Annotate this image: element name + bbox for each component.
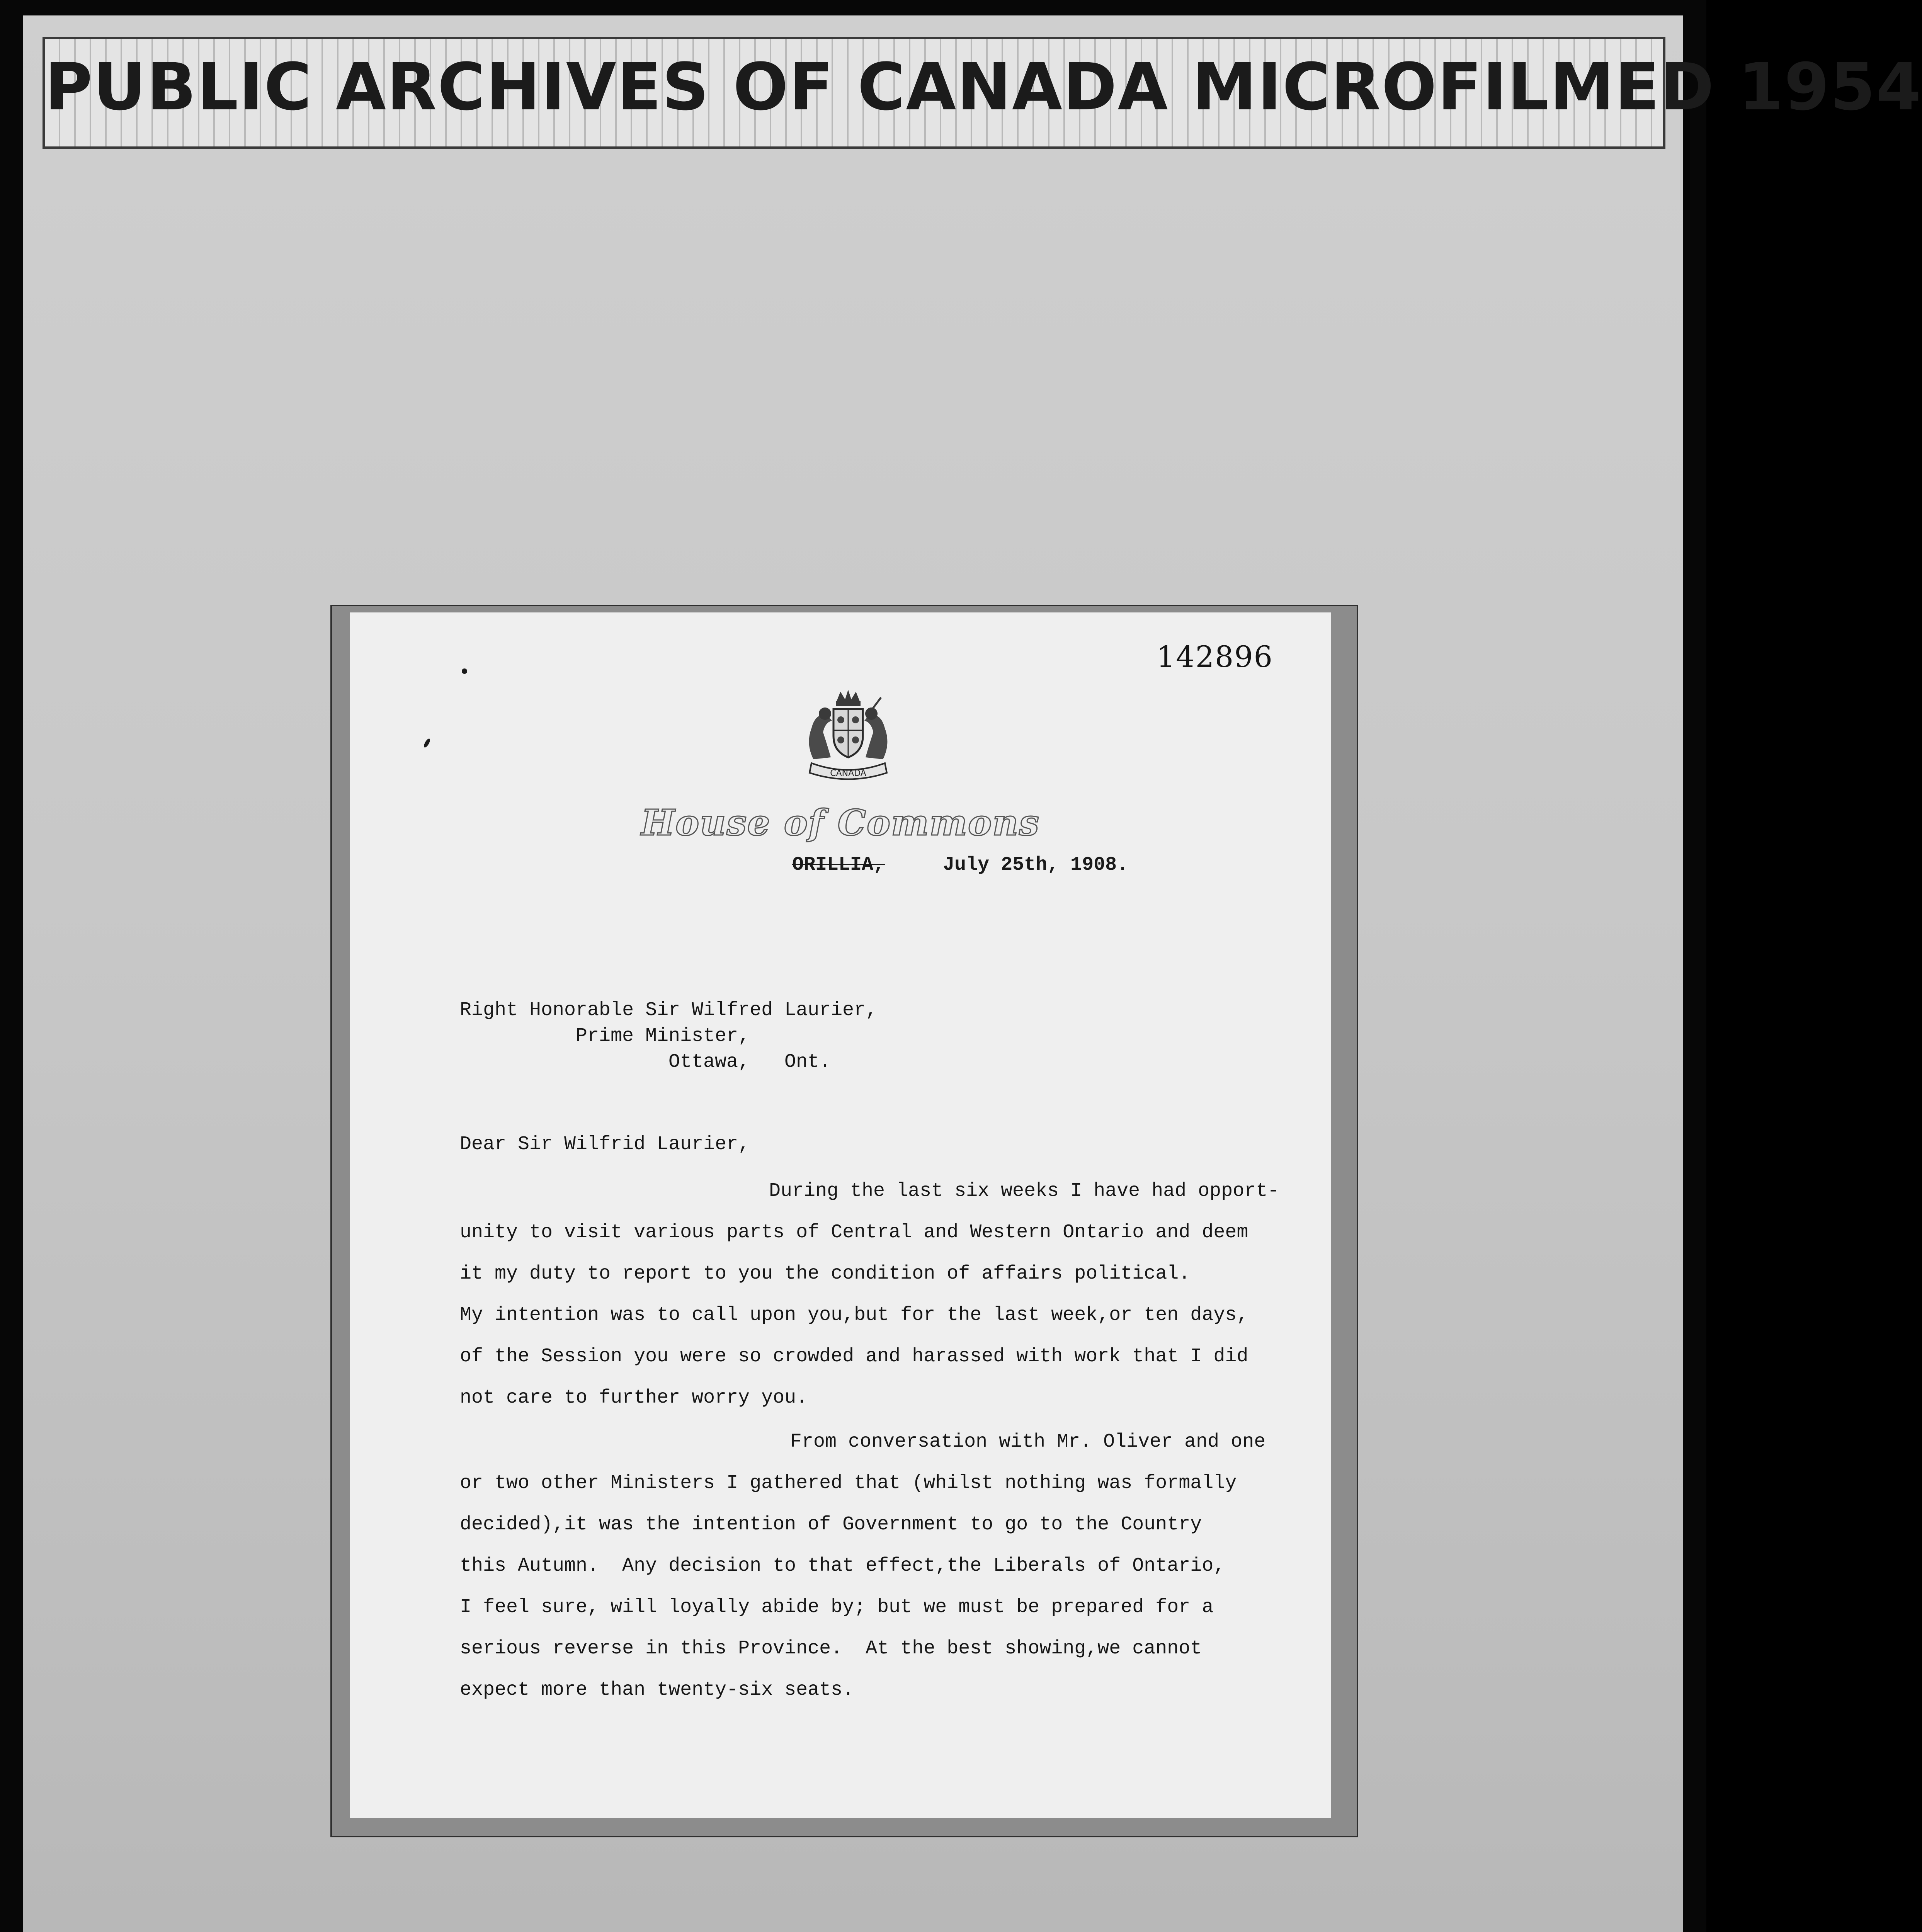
archive-board (23, 15, 1922, 1932)
address-line: Ottawa, Ont. (668, 1051, 831, 1073)
letter-date: July 25th, 1908. (943, 854, 1129, 876)
body-line: During the last six weeks I have had opport- (769, 1180, 1279, 1202)
letterhead-title: House of Commons (641, 802, 1040, 844)
crest-motto: CANADA (830, 769, 866, 778)
place-date-line (792, 854, 1128, 876)
archive-banner-text: PUBLIC ARCHIVES OF CANADA MICROFILMED 1954 (45, 49, 1922, 125)
letter-place: ORILLIA, (792, 854, 885, 876)
archive-banner (43, 37, 1922, 149)
body-line: not care to further worry you. (460, 1387, 808, 1409)
body-line: expect more than twenty-six seats. (460, 1679, 854, 1701)
body-line: My intention was to call upon you,but for the last week,or ten days, (460, 1304, 1248, 1326)
body-line: unity to visit various parts of Central and Western Ontario and deem (460, 1221, 1248, 1243)
address-line: Prime Minister, (576, 1025, 750, 1047)
ink-speck (462, 668, 467, 674)
body-line: of the Session you were so crowded and harassed with work that I did (460, 1345, 1248, 1367)
salutation: Dear Sir Wilfrid Laurier, (460, 1133, 750, 1155)
body-line: this Autumn. Any decision to that effect,the Liberals of Ontario, (460, 1555, 1225, 1577)
ink-speck (423, 738, 431, 748)
body-line: decided),it was the intention of Government to go to the Country (460, 1514, 1202, 1536)
address-line: Right Honorable Sir Wilfred Laurier, (460, 999, 878, 1021)
coat-of-arms-icon (790, 686, 906, 786)
letter-sheet (350, 612, 1331, 1818)
body-line: I feel sure, will loyally abide by; but we must be prepared for a (460, 1596, 1214, 1618)
body-line: From conversation with Mr. Oliver and one (790, 1431, 1266, 1453)
file-number: 142896 (1156, 639, 1273, 674)
body-line: serious reverse in this Province. At the best showing,we cannot (460, 1638, 1202, 1660)
body-line: or two other Ministers I gathered that (whilst nothing was formally (460, 1472, 1237, 1494)
body-line: it my duty to report to you the condition of affairs political. (460, 1263, 1191, 1285)
